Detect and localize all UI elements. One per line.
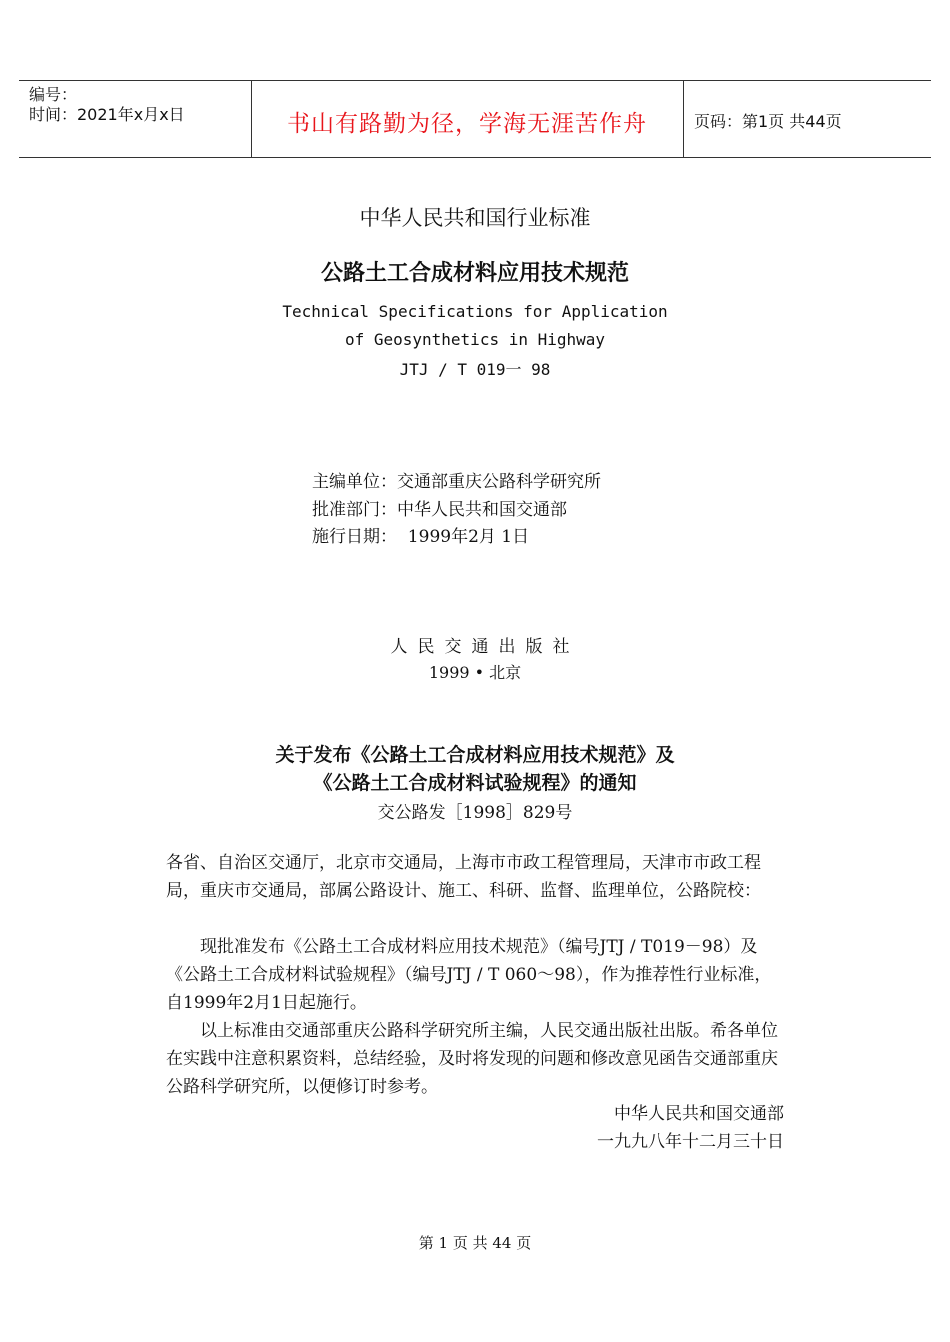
english-title-line1: Technical Specifications for Application xyxy=(282,302,668,321)
page-label: 页码：第1页 共44页 xyxy=(694,112,842,131)
header-meta xyxy=(29,85,185,125)
effective-date: 施行日期： 1999年2月 1日 xyxy=(312,527,530,547)
notice-body-paragraph: 以上标准由交通部重庆公路科学研究所主编，人民交通出版社出版。希各单位在实践中注意积累资料，总结经验，及时将发现的问题和修改意见函告交通部重庆公路科学研究所，以便修订时参考。 xyxy=(166,1021,778,1097)
notice-title-line1: 关于发布《公路土工合成材料应用技术规范》及 xyxy=(275,744,675,766)
notice-title-line2: 《公路土工合成材料试验规程》的通知 xyxy=(313,772,637,794)
standard-code: JTJ / T 019一 98 xyxy=(399,360,551,379)
publisher: 人民交通出版社 xyxy=(390,637,580,657)
signature-date: 一九九八年十二月三十日 xyxy=(597,1132,784,1152)
editor-unit: 主编单位：交通部重庆公路科学研究所 xyxy=(312,472,601,492)
notice-recipients: 各省、自治区交通厅，北京市交通局，上海市市政工程管理局，天津市市政工程局，重庆市交通局，部属公路设计、施工、科研、监督、监理单位，公路院校： xyxy=(166,853,761,901)
document-title: 公路土工合成材料应用技术规范 xyxy=(320,261,629,286)
signature: 中华人民共和国交通部 xyxy=(614,1104,784,1124)
publish-year-place: 1999 • 北京 xyxy=(428,663,522,682)
header-divider xyxy=(683,81,684,157)
page-footer: 第 1 页 共 44 页 xyxy=(418,1234,532,1252)
standard-category: 中华人民共和国行业标准 xyxy=(359,206,591,230)
notice-body-paragraph: 现批准发布《公路土工合成材料应用技术规范》（编号JTJ / T019－98）及《公路土工合成材料试验规程》（编号JTJ / T 060～98），作为推荐性行业标准，自1999年2月1日起施行。 xyxy=(166,937,772,1013)
time-label: 时间：2021年x月x日 xyxy=(29,105,185,124)
motto: 书山有路勤为径，学海无涯苦作舟 xyxy=(287,111,647,137)
approving-department: 批准部门：中华人民共和国交通部 xyxy=(312,500,567,520)
english-title-line2: of Geosynthetics in Highway xyxy=(344,330,606,349)
header-table xyxy=(19,80,931,158)
number-label: 编号： xyxy=(29,85,78,104)
notice-doc-number: 交公路发［1998］829号 xyxy=(377,803,573,823)
